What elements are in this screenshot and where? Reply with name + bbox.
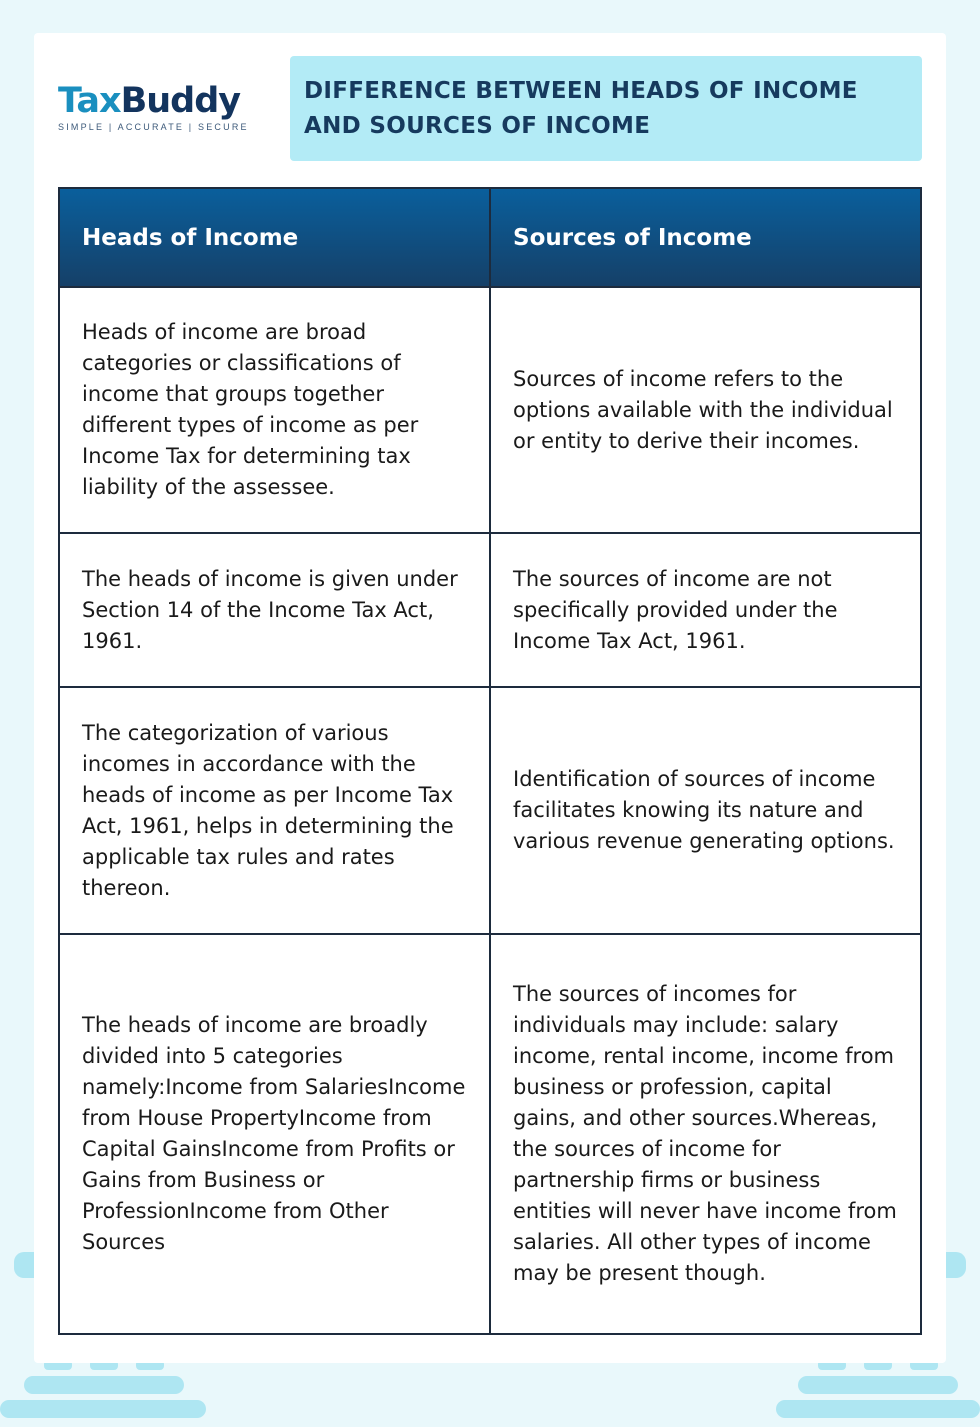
cell-heads: The heads of income is given under Section 14 of the Income Tax Act, 1961.	[59, 533, 490, 687]
brand-wordmark: TaxBuddy	[58, 81, 241, 121]
table-row	[59, 934, 921, 1334]
table-row	[59, 533, 921, 687]
table-row	[59, 687, 921, 934]
table-row	[59, 287, 921, 533]
comparison-table	[58, 187, 922, 1335]
header-sources-of-income: Sources of Income	[490, 188, 921, 287]
header-heads-of-income: Heads of Income	[59, 188, 490, 287]
cell-heads: The heads of income are broadly divided into 5 categories namely:Income from SalariesIncome from House PropertyIncome from Capital GainsIncome from Profits or Gains from Business or ProfessionIncome from Other Sources	[59, 934, 490, 1334]
brand-logo	[58, 82, 258, 142]
page-title: DIFFERENCE BETWEEN HEADS OF INCOME AND SOURCES OF INCOME	[304, 78, 858, 139]
cell-sources: Identification of sources of income facilitates knowing its nature and various revenue generating options.	[490, 687, 921, 934]
cell-sources: The sources of income are not specifically provided under the Income Tax Act, 1961.	[490, 533, 921, 687]
cell-heads: The categorization of various incomes in accordance with the heads of income as per Income Tax Act, 1961, helps in determining the applicable tax rules and rates thereon.	[59, 687, 490, 934]
cell-heads: Heads of income are broad categories or classifications of income that groups together different types of income as per Income Tax for determining tax liability of the assessee.	[59, 287, 490, 533]
cell-sources: The sources of incomes for individuals may include: salary income, rental income, income from business or profession, capital gains, and other sources.Whereas, the sources of income for partnership firms or business entities will never have income from salaries. All other types of income may be present though.	[490, 934, 921, 1334]
table-header-row	[59, 188, 921, 287]
title-banner	[290, 56, 922, 161]
brand-tagline: SIMPLE | ACCURATE | SECURE	[58, 122, 249, 132]
cell-sources: Sources of income refers to the options available with the individual or entity to derive their incomes.	[490, 287, 921, 533]
